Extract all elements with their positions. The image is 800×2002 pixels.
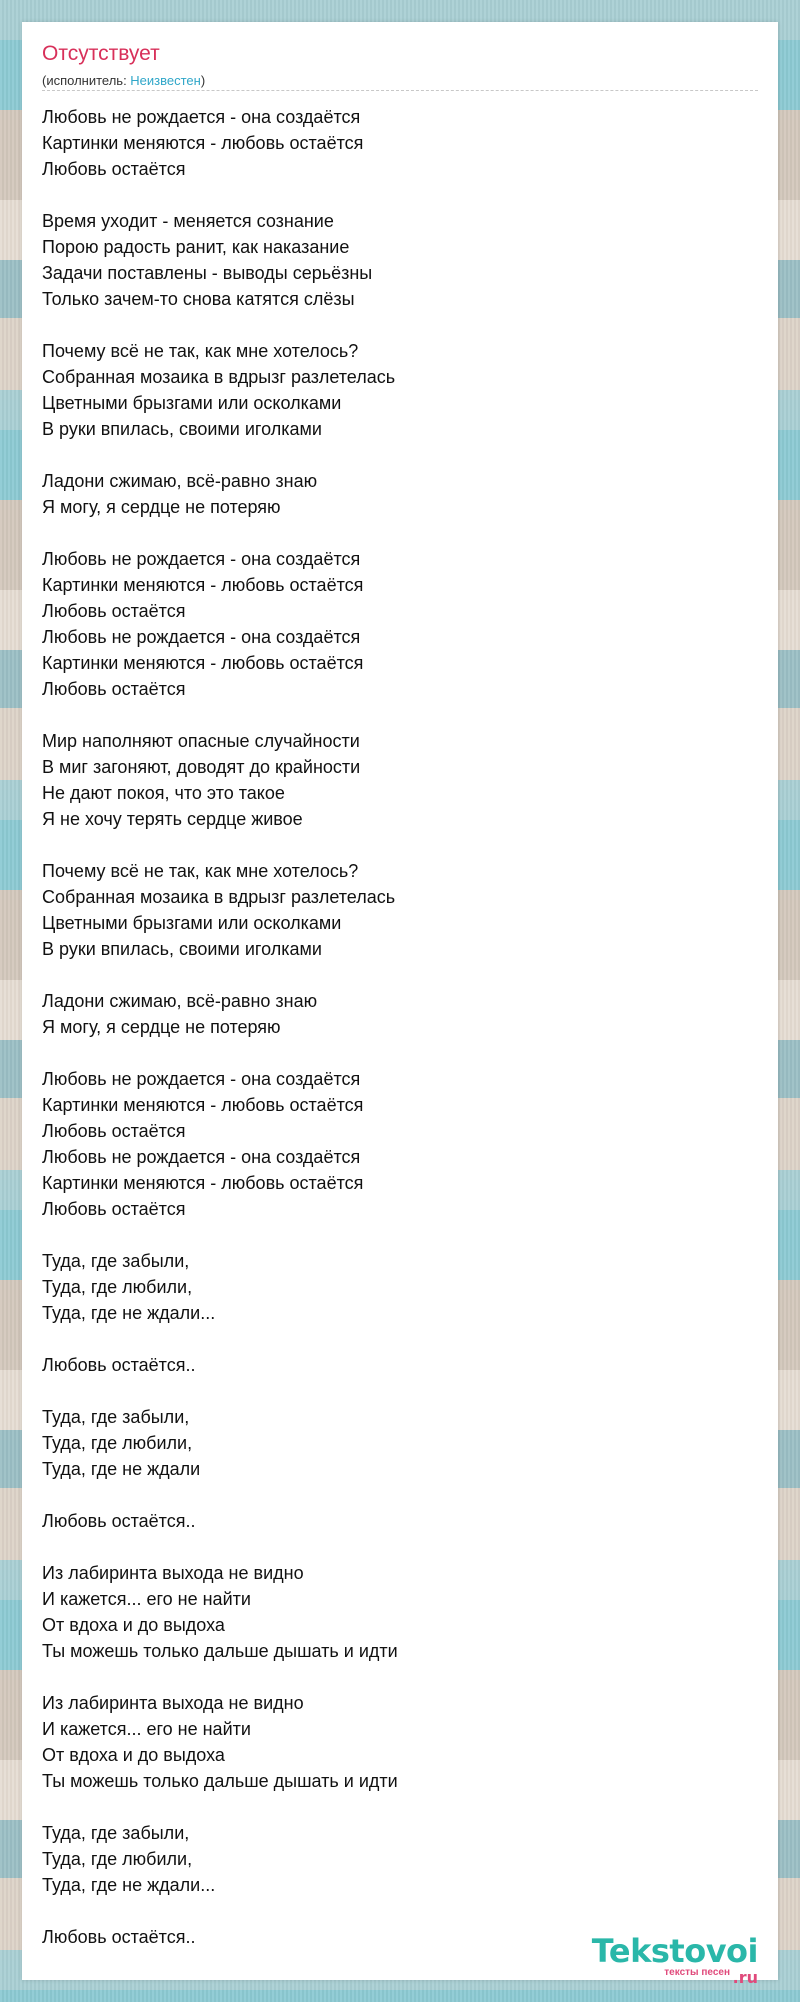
site-logo-name: Tekstovoi	[591, 1932, 758, 1970]
song-title: Отсутствует	[42, 42, 160, 65]
lyrics-line: Туда, где не ждали...	[42, 1303, 216, 1323]
lyrics-line: Я могу, я сердце не потеряю	[42, 497, 281, 517]
lyrics-stanza	[42, 728, 742, 832]
lyrics-line: Собранная мозаика в вдрызг разлетелась	[42, 887, 396, 907]
lyrics-line: В руки впилась, своими иголками	[42, 939, 322, 959]
site-logo[interactable]	[568, 1934, 758, 1988]
lyrics-line: Не дают покоя, что это такое	[42, 783, 285, 803]
artist-line	[42, 73, 205, 88]
artist-link[interactable]: Неизвестен	[130, 73, 201, 88]
lyrics-line: Любовь не рождается - она создаётся	[42, 1069, 361, 1089]
artist-suffix: )	[200, 73, 206, 88]
lyrics-line: Туда, где не ждали...	[42, 1875, 216, 1895]
lyrics-line: Любовь не рождается - она создаётся	[42, 107, 361, 127]
lyrics-line: Мир наполняют опасные случайности	[42, 731, 360, 751]
lyrics-line: Из лабиринта выхода не видно	[42, 1563, 304, 1583]
lyrics-line: Любовь остаётся..	[42, 1927, 196, 1947]
lyrics-line: В руки впилась, своими иголками	[42, 419, 322, 439]
lyrics-line: Картинки меняются - любовь остаётся	[42, 575, 364, 595]
lyrics-stanza	[42, 1508, 742, 1534]
lyrics-line: И кажется... его не найти	[42, 1719, 251, 1739]
lyrics-line: Любовь не рождается - она создаётся	[42, 549, 361, 569]
title-divider	[42, 90, 758, 91]
lyrics-line: Картинки меняются - любовь остаётся	[42, 653, 364, 673]
lyrics-line: Любовь не рождается - она создаётся	[42, 1147, 361, 1167]
lyrics-stanza	[42, 468, 742, 520]
lyrics-line: Картинки меняются - любовь остаётся	[42, 1173, 364, 1193]
lyrics-line: Я не хочу терять сердце живое	[42, 809, 303, 829]
lyrics-stanza	[42, 1248, 742, 1326]
lyrics-line: Ты можешь только дальше дышать и идти	[42, 1641, 398, 1661]
site-logo-tagline: тексты песен	[664, 1967, 730, 1978]
lyrics-line: Любовь остаётся	[42, 1121, 186, 1141]
lyrics-line: Любовь не рождается - она создаётся	[42, 627, 361, 647]
lyrics-line: Задачи поставлены - выводы серьёзны	[42, 263, 373, 283]
lyrics-line: Ладони сжимаю, всё-равно знаю	[42, 471, 318, 491]
lyrics-line: И кажется... его не найти	[42, 1589, 251, 1609]
lyrics-line: Любовь остаётся	[42, 1199, 186, 1219]
lyrics-line: От вдоха и до выдоха	[42, 1615, 225, 1635]
lyrics-line: Время уходит - меняется сознание	[42, 211, 334, 231]
lyrics-line: Цветными брызгами или осколками	[42, 393, 342, 413]
lyrics-line: Туда, где любили,	[42, 1277, 193, 1297]
lyrics-line: Почему всё не так, как мне хотелось?	[42, 341, 359, 361]
lyrics-line: Ты можешь только дальше дышать и идти	[42, 1771, 398, 1791]
lyrics-line: Порою радость ранит, как наказание	[42, 237, 350, 257]
lyrics-line: Туда, где забыли,	[42, 1251, 190, 1271]
lyrics-line: Любовь остаётся	[42, 679, 186, 699]
lyrics-line: Только зачем-то снова катятся слёзы	[42, 289, 355, 309]
lyrics-line: Туда, где не ждали	[42, 1459, 201, 1479]
lyrics-stanza	[42, 1560, 742, 1664]
lyrics-stanza	[42, 858, 742, 962]
lyrics-line: Почему всё не так, как мне хотелось?	[42, 861, 359, 881]
lyrics-line: Цветными брызгами или осколками	[42, 913, 342, 933]
artist-prefix: (исполнитель:	[42, 73, 131, 88]
lyrics-line: Туда, где забыли,	[42, 1823, 190, 1843]
lyrics-line: Туда, где забыли,	[42, 1407, 190, 1427]
lyrics-line: Туда, где любили,	[42, 1849, 193, 1869]
lyrics-body	[42, 104, 742, 1976]
lyrics-line: Я могу, я сердце не потеряю	[42, 1017, 281, 1037]
lyrics-stanza	[42, 988, 742, 1040]
lyrics-line: Любовь остаётся	[42, 159, 186, 179]
lyrics-stanza	[42, 338, 742, 442]
lyrics-line: Картинки меняются - любовь остаётся	[42, 133, 364, 153]
lyrics-line: Любовь остаётся..	[42, 1355, 196, 1375]
lyrics-line: Из лабиринта выхода не видно	[42, 1693, 304, 1713]
lyrics-stanza	[42, 1404, 742, 1482]
lyrics-stanza	[42, 546, 742, 702]
lyrics-line: Любовь остаётся	[42, 601, 186, 621]
lyrics-line: Собранная мозаика в вдрызг разлетелась	[42, 367, 396, 387]
lyrics-stanza	[42, 1066, 742, 1222]
lyrics-card	[22, 22, 778, 1987]
lyrics-stanza	[42, 104, 742, 182]
site-logo-tld: .ru	[732, 1968, 758, 1987]
lyrics-line: Картинки меняются - любовь остаётся	[42, 1095, 364, 1115]
lyrics-stanza	[42, 1352, 742, 1378]
lyrics-line: Туда, где любили,	[42, 1433, 193, 1453]
lyrics-stanza	[42, 1690, 742, 1794]
lyrics-line: В миг загоняют, доводят до крайности	[42, 757, 361, 777]
lyrics-stanza	[42, 208, 742, 312]
lyrics-line: Ладони сжимаю, всё-равно знаю	[42, 991, 318, 1011]
lyrics-line: Любовь остаётся..	[42, 1511, 196, 1531]
lyrics-line: От вдоха и до выдоха	[42, 1745, 225, 1765]
lyrics-stanza	[42, 1820, 742, 1898]
